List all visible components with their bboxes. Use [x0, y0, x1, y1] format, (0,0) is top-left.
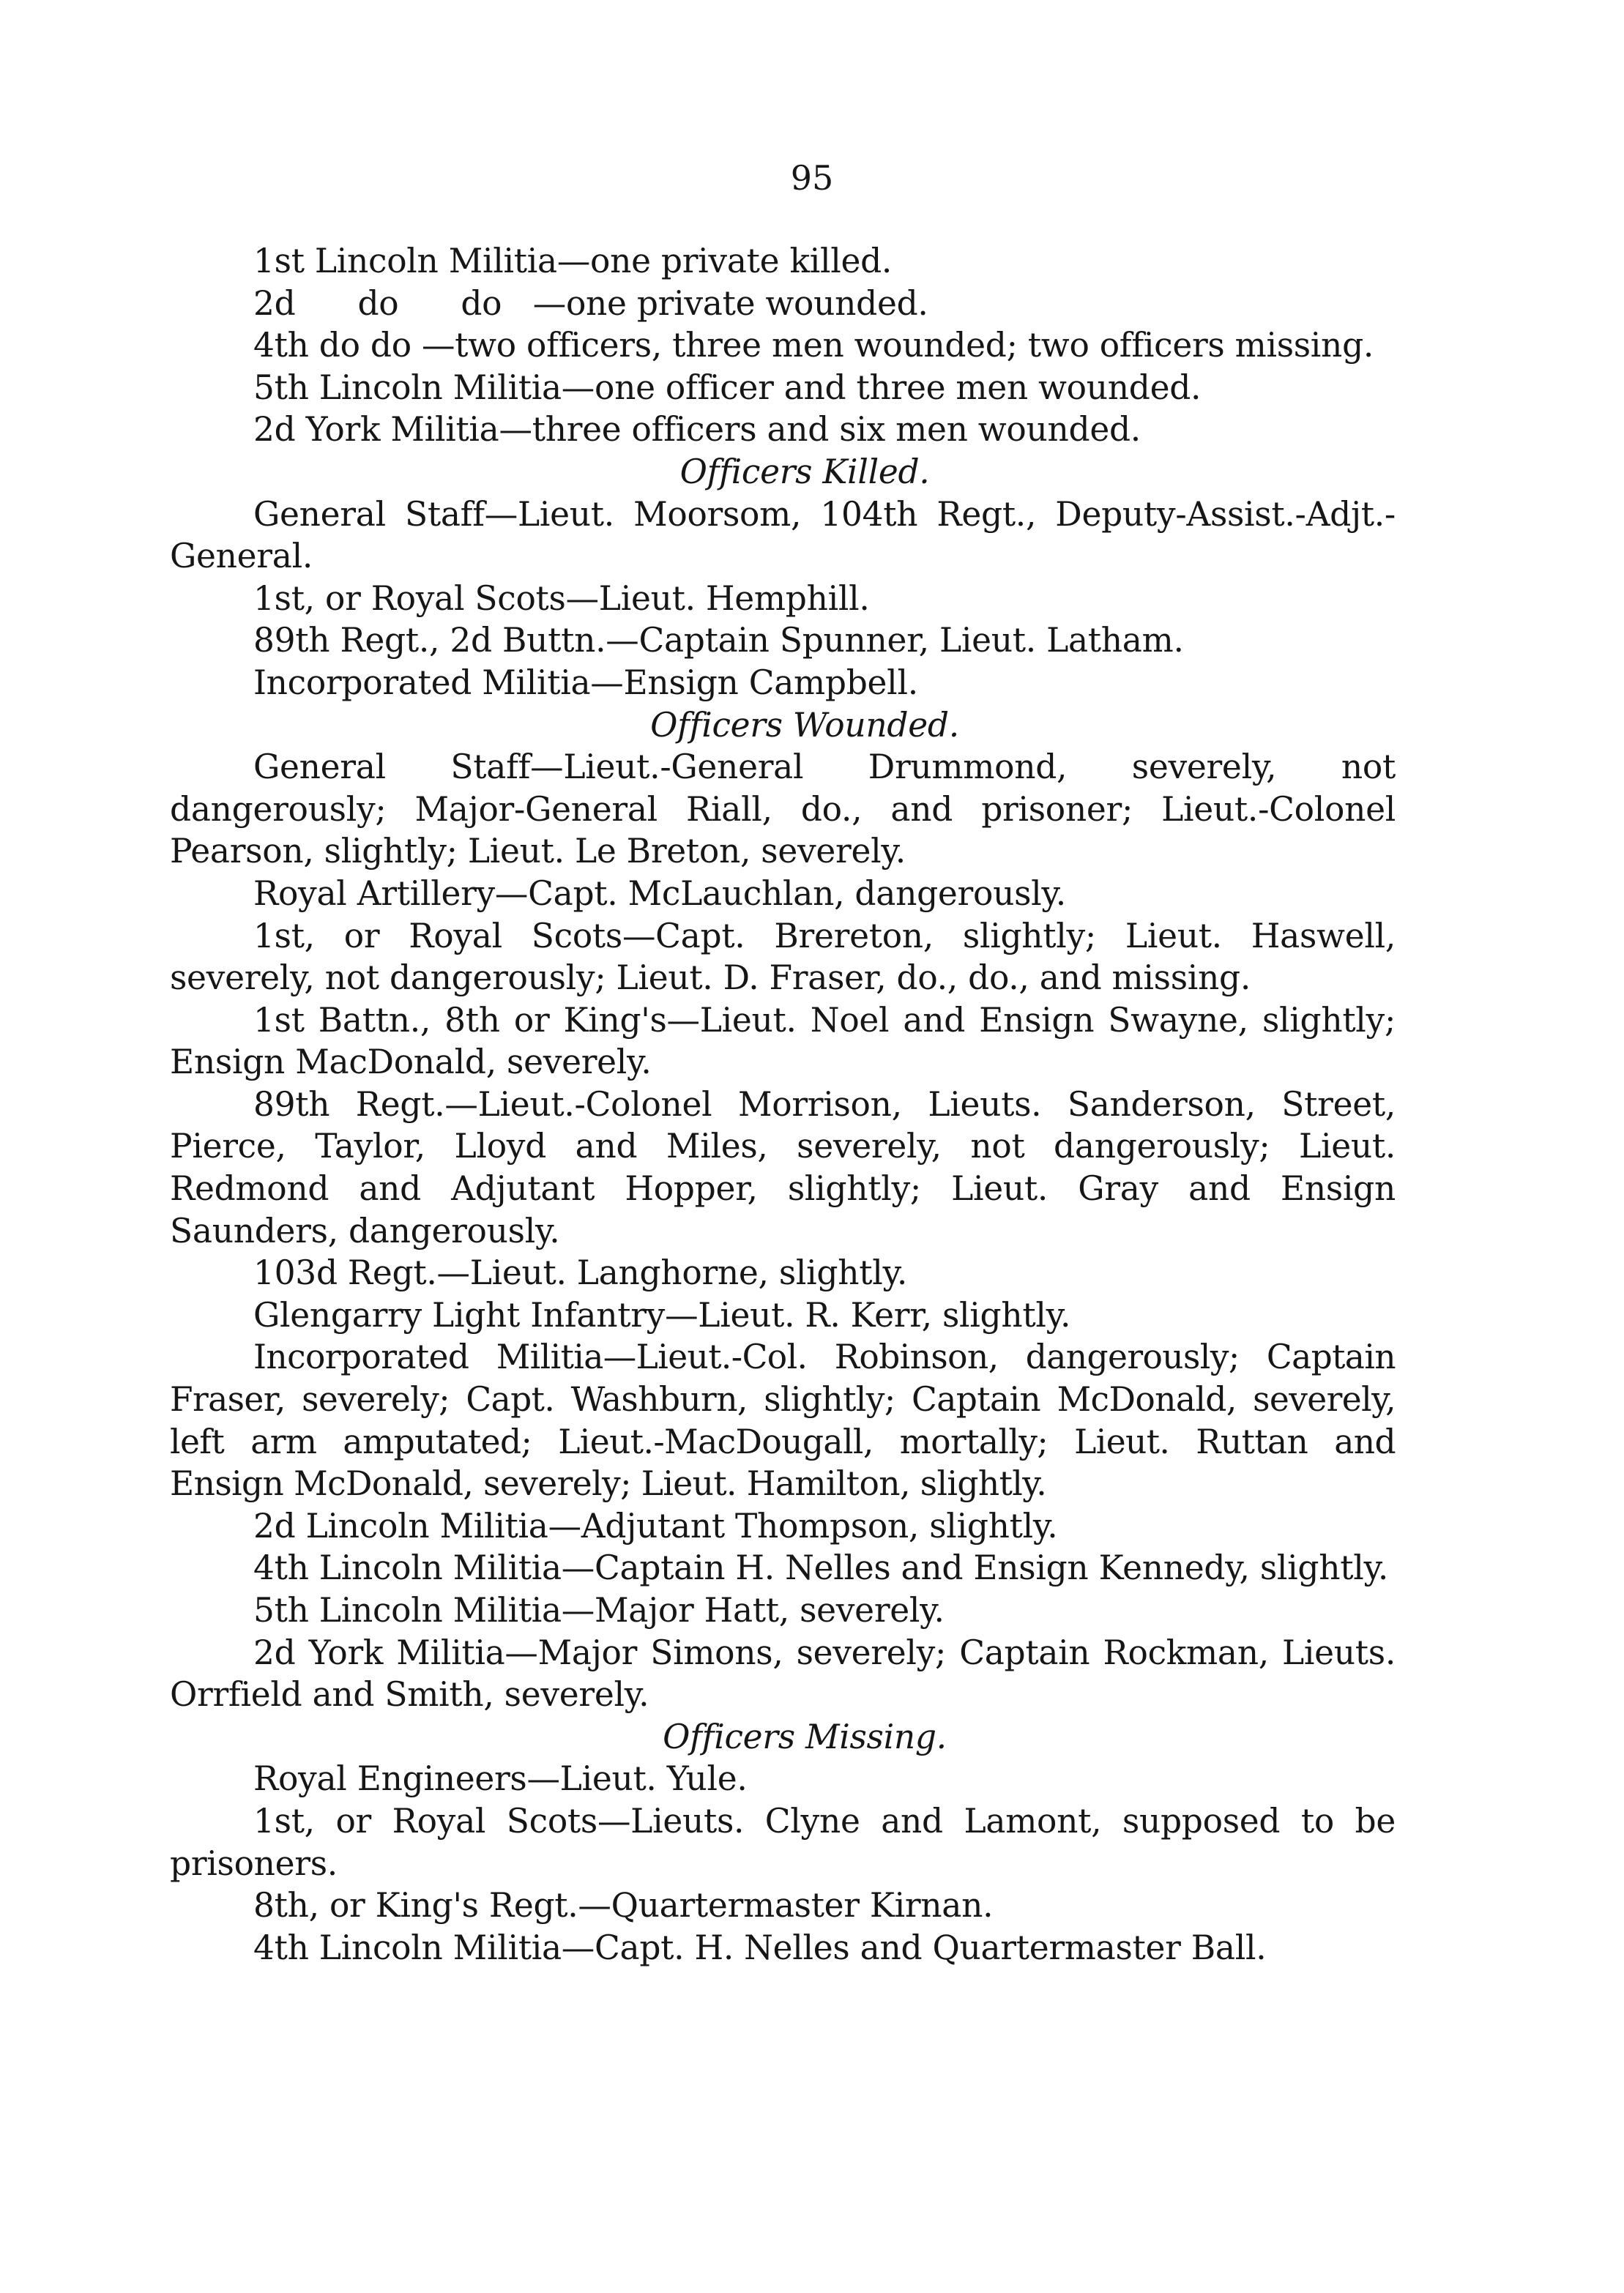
- missing-entry: 8th, or King's Regt.—Quartermaster Kirnan.: [253, 1886, 994, 1925]
- wounded-entry: 5th Lincoln Militia—Major Hatt, severely.: [253, 1591, 945, 1630]
- killed-entry: Incorporated Militia—Ensign Campbell.: [253, 663, 918, 702]
- killed-entry: 1st, or Royal Scots—Lieut. Hemphill.: [253, 578, 870, 618]
- casualty-line-1st-lincoln: 1st Lincoln Militia—one private killed.: [253, 242, 893, 280]
- officers-wounded-heading: Officers Wounded.: [650, 705, 959, 745]
- missing-entry: 1st, or Royal Scots—Lieuts. Clyne and Lamont, supposed to be prisoners.: [170, 1801, 1396, 1883]
- wounded-entry: 1st, or Royal Scots—Capt. Brereton, slightly; Lieut. Haswell, severely, not dangerously; Lieut. D. Fraser, do., do., and missing.: [170, 916, 1396, 998]
- page-body: [170, 240, 1396, 1969]
- wounded-entry: General Staff—Lieut.-General Drummond, severely, not dangerously; Major-General Riall, do., and prisoner; Lieut.-Colonel Pearson, slightly; Lieut. Le Breton, severely.: [170, 747, 1396, 871]
- officers-killed-heading: Officers Killed.: [679, 452, 930, 491]
- wounded-entry: Incorporated Militia—Lieut.-Col. Robinson, dangerously; Captain Fraser, severely; Capt. Washburn, slightly; Captain McDonald, severely, left arm amputated; Lieut.-MacDougall, mortally; Lieut. Ruttan and Ensign McDonald, severely; Lieut. Hamilton, slightly.: [170, 1338, 1396, 1504]
- wounded-entry: 4th Lincoln Militia—Captain H. Nelles and Ensign Kennedy, slightly.: [253, 1548, 1388, 1588]
- wounded-entry: 103d Regt.—Lieut. Langhorne, slightly.: [253, 1253, 908, 1293]
- officers-missing-heading: Officers Missing.: [663, 1717, 947, 1756]
- wounded-entry: 1st Battn., 8th or King's—Lieut. Noel and Ensign Swayne, slightly; Ensign MacDonald, severely.: [170, 1000, 1396, 1082]
- missing-entry: 4th Lincoln Militia—Capt. H. Nelles and Quartermaster Ball.: [253, 1928, 1267, 1967]
- casualty-line-2d-york: 2d York Militia—three officers and six men wounded.: [253, 410, 1141, 450]
- wounded-entry: 2d York Militia—Major Simons, severely; Captain Rockman, Lieuts. Orrfield and Smith, severely.: [170, 1633, 1396, 1715]
- casualty-line-2d-lincoln: 2d do do —one private wounded.: [253, 283, 928, 323]
- killed-entry: General Staff—Lieut. Moorsom, 104th Regt., Deputy-Assist.-Adjt.-General.: [170, 494, 1396, 576]
- missing-entry: Royal Engineers—Lieut. Yule.: [253, 1759, 748, 1799]
- wounded-entry: 2d Lincoln Militia—Adjutant Thompson, slightly.: [253, 1506, 1058, 1546]
- casualty-line-4th-lincoln: 4th do do —two officers, three men wounded; two officers missing.: [253, 326, 1374, 365]
- wounded-entry: 89th Regt.—Lieut.-Colonel Morrison, Lieuts. Sanderson, Street, Pierce, Taylor, Lloyd and Miles, severely, not dangerously; Lieut. Redmond and Adjutant Hopper, slightly; Lieut. Gray and Ensign Saunders, dangerously.: [170, 1084, 1396, 1250]
- killed-entry: 89th Regt., 2d Buttn.—Captain Spunner, Lieut. Latham.: [253, 621, 1184, 660]
- casualty-line-5th-lincoln: 5th Lincoln Militia—one officer and three men wounded.: [253, 368, 1202, 407]
- wounded-entry: Royal Artillery—Capt. McLauchlan, dangerously.: [253, 873, 1066, 913]
- page-number: 95: [790, 158, 834, 198]
- wounded-entry: Glengarry Light Infantry—Lieut. R. Kerr, slightly.: [253, 1295, 1071, 1335]
